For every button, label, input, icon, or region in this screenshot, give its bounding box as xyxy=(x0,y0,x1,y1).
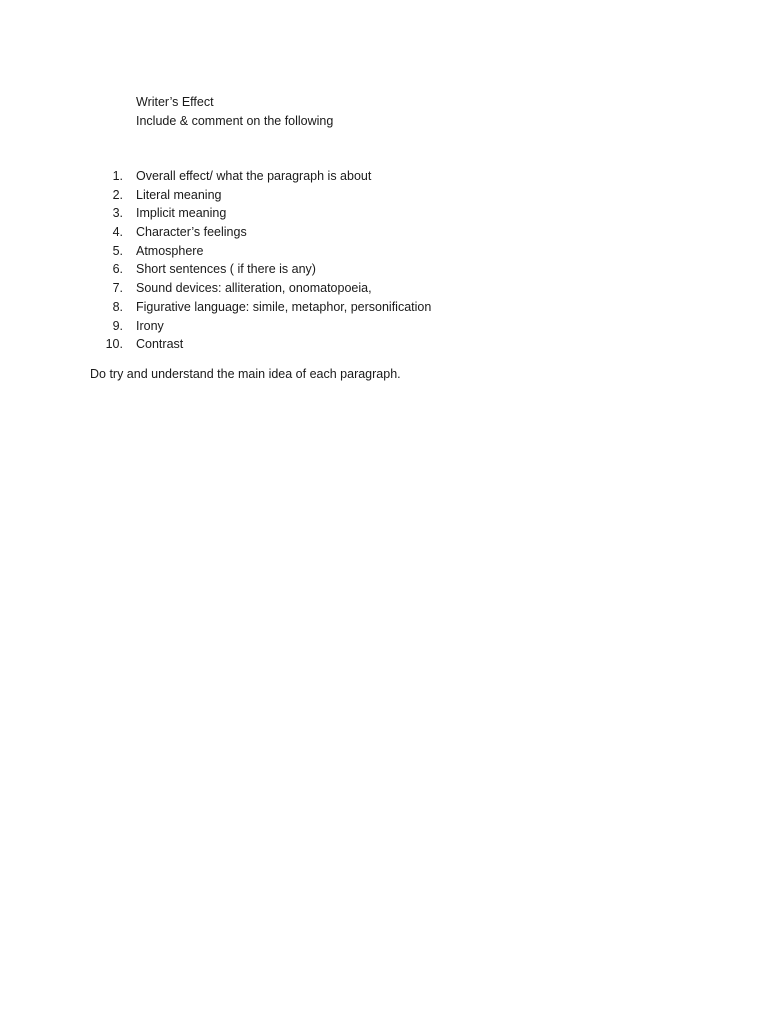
list-item-number: 5. xyxy=(112,243,123,258)
list-item-text: Implicit meaning xyxy=(136,206,227,221)
list-item-text: Sound devices: alliteration, onomatopoeia, xyxy=(136,281,372,296)
list-item-number: 4. xyxy=(112,225,123,240)
list-item-text: Irony xyxy=(136,318,164,333)
list-item-number: 10. xyxy=(105,337,123,352)
list-item-number: 2. xyxy=(112,187,123,202)
list-item-number: 6. xyxy=(112,262,123,277)
list-item-number: 3. xyxy=(112,206,123,221)
list-item-text: Contrast xyxy=(136,337,184,352)
list-item-number: 8. xyxy=(112,299,123,314)
list-item-text: Atmosphere xyxy=(136,243,204,258)
list-item-number: 9. xyxy=(112,318,123,333)
document-subtitle: Include & comment on the following xyxy=(136,114,334,128)
list-item-text: Overall effect/ what the paragraph is about xyxy=(136,169,372,183)
list-item-number: 7. xyxy=(112,281,123,296)
list-item-text: Figurative language: simile, metaphor, personification xyxy=(136,299,432,314)
list-item-text: Literal meaning xyxy=(136,187,222,202)
closing-note: Do try and understand the main idea of each paragraph. xyxy=(90,367,401,381)
document-title: Writer’s Effect xyxy=(136,95,214,109)
list-item-text: Short sentences ( if there is any) xyxy=(136,262,316,277)
list-item-text: Character’s feelings xyxy=(136,225,247,240)
heading-block xyxy=(136,93,333,131)
list-item-number: 1. xyxy=(112,169,123,183)
